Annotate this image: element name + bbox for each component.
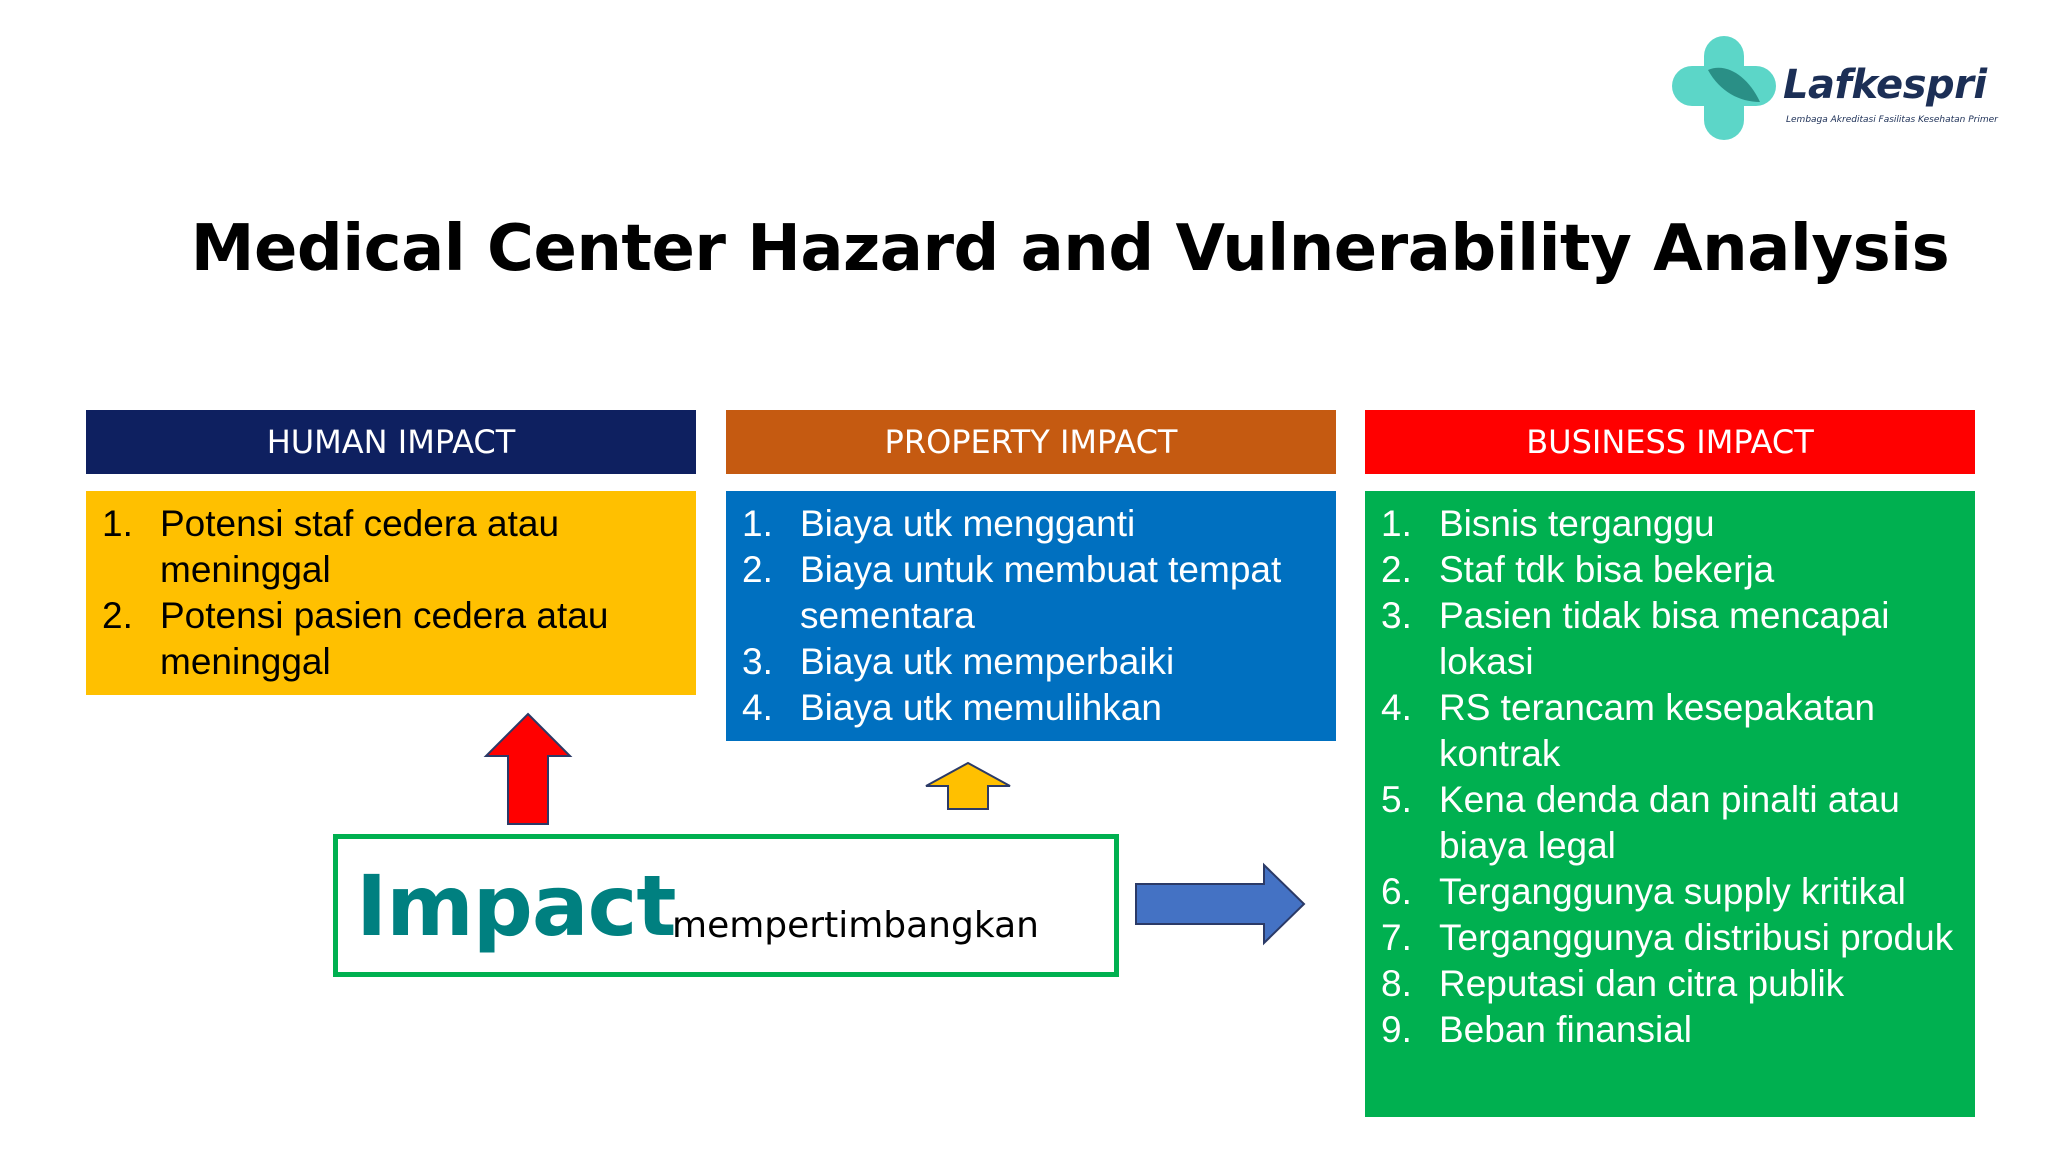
property-impact-box xyxy=(726,491,1336,741)
item-text: Potensi staf cedera atau meninggal xyxy=(160,503,560,590)
property-impact-header: PROPERTY IMPACT xyxy=(726,410,1336,474)
human-impact-list xyxy=(102,501,680,685)
list-item xyxy=(1381,593,1959,685)
item-text: Staf tdk bisa bekerja xyxy=(1439,549,1775,590)
human-impact-box xyxy=(86,491,696,695)
item-number: 2. xyxy=(102,595,133,636)
list-item xyxy=(742,547,1320,639)
list-item xyxy=(1381,1007,1959,1053)
item-text: Biaya utk mengganti xyxy=(800,503,1136,544)
item-number: 6. xyxy=(1381,871,1412,912)
list-item xyxy=(742,685,1320,731)
list-item xyxy=(1381,869,1959,915)
item-number: 2. xyxy=(742,549,773,590)
list-item xyxy=(742,639,1320,685)
property-impact-list xyxy=(742,501,1320,731)
item-number: 1. xyxy=(1381,503,1412,544)
item-text: Biaya utk memulihkan xyxy=(800,687,1162,728)
logo-tagline: Lembaga Akreditasi Fasilitas Kesehatan Primer xyxy=(1786,115,1998,125)
page-title: Medical Center Hazard and Vulnerability Analysis xyxy=(190,212,1950,286)
list-item xyxy=(742,501,1320,547)
item-number: 3. xyxy=(1381,595,1412,636)
business-impact-box xyxy=(1365,491,1975,1117)
item-number: 3. xyxy=(742,641,773,682)
list-item xyxy=(1381,685,1959,777)
list-item xyxy=(102,501,680,593)
impact-subtitle: mempertimbangkan xyxy=(672,905,1039,946)
item-text: Biaya utk memperbaiki xyxy=(800,641,1175,682)
item-number: 7. xyxy=(1381,917,1412,958)
item-text: Biaya untuk membuat tempat sementara xyxy=(800,549,1282,636)
business-impact-header: BUSINESS IMPACT xyxy=(1365,410,1975,474)
arrow-right-to-business-icon xyxy=(1134,863,1306,945)
list-item xyxy=(1381,547,1959,593)
item-text: Terganggunya distribusi produk xyxy=(1439,917,1954,958)
arrow-up-to-human-icon xyxy=(484,712,572,826)
list-item xyxy=(1381,777,1959,869)
item-number: 9. xyxy=(1381,1009,1412,1050)
item-number: 4. xyxy=(1381,687,1412,728)
item-text: Reputasi dan citra publik xyxy=(1439,963,1845,1004)
item-number: 4. xyxy=(742,687,773,728)
item-text: Bisnis terganggu xyxy=(1439,503,1715,544)
item-number: 8. xyxy=(1381,963,1412,1004)
arrow-up-to-property-icon xyxy=(924,761,1012,811)
logo-name: Lafkespri xyxy=(1783,62,1987,108)
business-impact-list xyxy=(1381,501,1959,1053)
list-item xyxy=(102,593,680,685)
item-text: Terganggunya supply kritikal xyxy=(1439,871,1906,912)
list-item xyxy=(1381,961,1959,1007)
impact-box xyxy=(333,834,1119,977)
item-number: 1. xyxy=(102,503,133,544)
medical-cross-logo-icon xyxy=(1668,32,1780,144)
lafkespri-logo xyxy=(1668,32,1998,144)
item-text: RS terancam kesepakatan kontrak xyxy=(1439,687,1876,774)
item-text: Pasien tidak bisa mencapai lokasi xyxy=(1439,595,1890,682)
human-impact-header: HUMAN IMPACT xyxy=(86,410,696,474)
impact-label: Impact xyxy=(356,857,676,955)
item-text: Kena denda dan pinalti atau biaya legal xyxy=(1439,779,1900,866)
list-item xyxy=(1381,915,1959,961)
item-number: 2. xyxy=(1381,549,1412,590)
list-item xyxy=(1381,501,1959,547)
item-number: 1. xyxy=(742,503,773,544)
item-text: Potensi pasien cedera atau meninggal xyxy=(160,595,609,682)
item-text: Beban finansial xyxy=(1439,1009,1693,1050)
item-number: 5. xyxy=(1381,779,1412,820)
